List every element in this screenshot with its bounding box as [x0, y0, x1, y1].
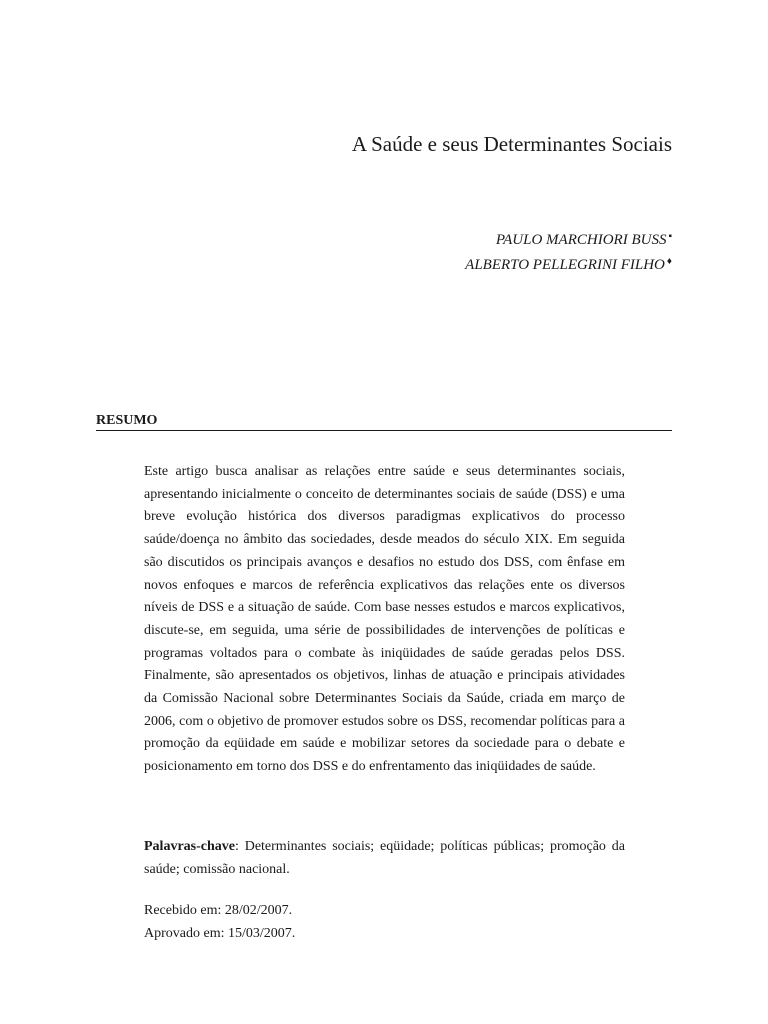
author-2-footnote-mark: ♦ [666, 256, 672, 267]
author-1-footnote-mark: ▪ [668, 231, 672, 242]
keywords-label: Palavras-chave [144, 839, 235, 854]
author-list [465, 226, 672, 276]
author-1 [465, 226, 672, 251]
section-heading-resumo: RESUMO [96, 412, 672, 431]
approved-date: Aprovado em: 15/03/2007. [144, 925, 296, 941]
abstract-paragraph: Este artigo busca analisar as relações entre saúde e seus determinantes sociais, apresentando inicialmente o conceito de determinantes sociais de saúde (DSS) e uma breve evolução histórica dos diversos paradigmas explicativos do processo saúde/doença no âmbito das sociedades, desde meados do século XIX. Em seguida são discutidos os principais avanços e desafios no estudo dos DSS, com ênfase em novos enfoques e marcos de referência explicativos das relações ente os diversos níveis de DSS e a situação de saúde. Com base nesses estudos e marcos explicativos, discute-se, em seguida, uma série de possibilidades de intervenções de políticas e programas voltados para o combate às iniqüidades de saúde geradas pelos DSS. Finalmente, são apresentados os objetivos, linhas de atuação e principais atividades da Comissão Nacional sobre Determinantes Sociais da Saúde, criada em março de 2006, com o objetivo de promover estudos sobre os DSS, recomendar políticas para a promoção da eqüidade em saúde e mobilizar setores da sociedade para o debate e posicionamento em torno dos DSS e do enfrentamento das iniqüidades de saúde. [144, 464, 625, 775]
keywords-paragraph [144, 836, 625, 881]
received-date: Recebido em: 28/02/2007. [144, 903, 293, 918]
submission-dates [144, 900, 295, 945]
article-title: A Saúde e seus Determinantes Sociais [351, 132, 672, 156]
keywords-text: : Determinantes sociais; eqüidade; políticas públicas; promoção da saúde; comissão nacional. [144, 839, 625, 877]
author-1-name: PAULO MARCHIORI BUSS [495, 232, 667, 248]
author-2-name: ALBERTO PELLEGRINI FILHO [465, 257, 665, 273]
author-2 [465, 251, 672, 276]
